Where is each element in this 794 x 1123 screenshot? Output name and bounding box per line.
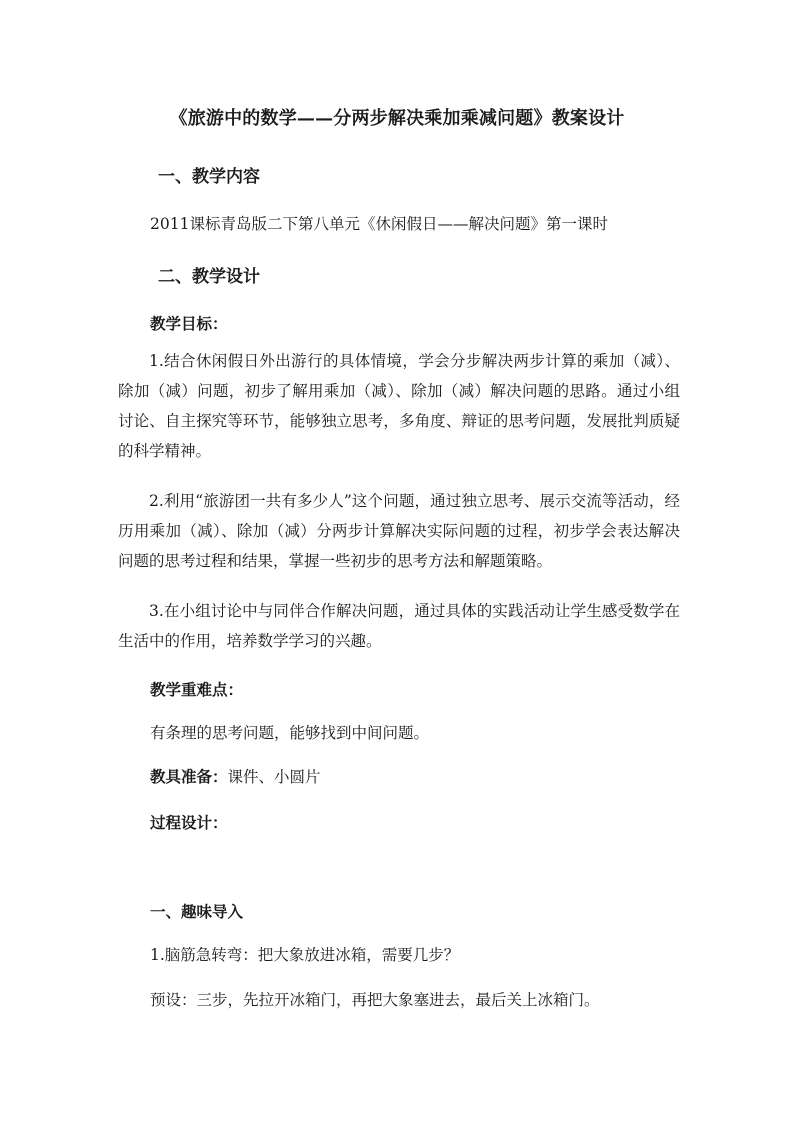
key-points-text: 有条理的思考问题，能够找到中间问题。 [150, 724, 430, 742]
tools-text: 课件、小圆片 [227, 768, 321, 786]
process-label: 过程设计： [150, 813, 228, 832]
intro-item-1: 1.脑筋急转弯：把大象放进冰箱，需要几步？ [150, 946, 460, 964]
teaching-content-text: 2011课标青岛版二下第八单元《休闲假日——解决问题》第一课时 [150, 215, 608, 233]
goal-paragraph-3: 3.在小组讨论中与同伴合作解决问题，通过具体的实践活动让学生感受数学在生活中的作用，培养数学学习的兴趣。 [118, 602, 680, 650]
tools-line [150, 765, 321, 787]
goal-paragraph-1: 1.结合休闲假日外出游行的具体情境，学会分步解决两步计算的乘加（减）、除加（减）问题，初步了解用乘加（减）、除加（减）解决问题的思路。通过小组讨论、自主探究等环节，能够独立思考，多角度、辩证的思考问题，发展批判质疑的科学精神。 [118, 352, 680, 460]
tools-label: 教具准备： [150, 767, 228, 786]
document-title: 《旅游中的数学——分两步解决乘加乘减问题》教案设计 [169, 108, 625, 129]
section-heading-intro: 一、趣味导入 [150, 902, 244, 921]
section-heading-teaching-content: 一、教学内容 [158, 167, 260, 187]
section-heading-teaching-design: 二、教学设计 [158, 267, 260, 287]
key-points-label: 教学重难点： [150, 680, 244, 699]
goal-paragraph-2: 2.利用“旅游团一共有多少人”这个问题，通过独立思考、展示交流等活动，经历用乘加（减）、除加（减）分两步计算解决实际问题的过程，初步学会表达解决问题的思考过程和结果，掌握一些初步的思考方法和解题策略。 [118, 492, 680, 570]
intro-preset: 预设：三步，先拉开冰箱门，再把大象塞进去，最后关上冰箱门。 [150, 991, 600, 1009]
goals-label: 教学目标： [150, 314, 228, 333]
